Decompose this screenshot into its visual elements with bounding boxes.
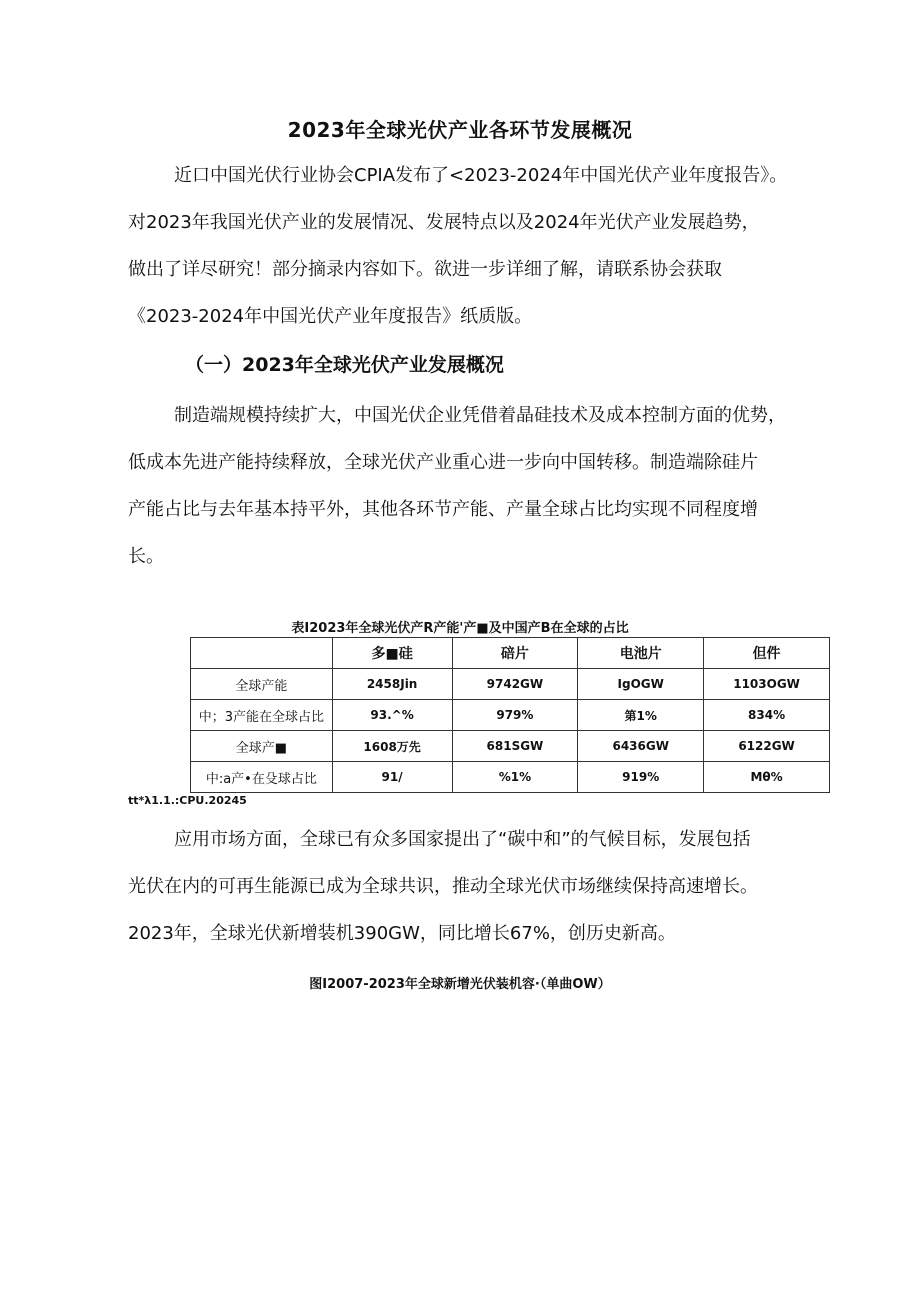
table-header-cell: 多■硅 <box>332 638 452 669</box>
table-cell: 834% <box>704 700 830 731</box>
body1-line-4: 长。 <box>128 546 164 567</box>
table-caption: 表I2023年全球光伏产R产能'产■及中国产B在全球的占比 <box>291 621 629 636</box>
table-header-row <box>191 638 830 669</box>
intro-line-3: 做出了详尽研究！部分摘录内容如下。欲进一步详细了解，请联系协会获取 <box>128 259 722 280</box>
table-cell: 1103OGW <box>704 669 830 700</box>
section-heading: （一）2023年全球光伏产业发展概况 <box>185 354 504 376</box>
table-row-label: 全球产■ <box>191 731 333 762</box>
intro-line-4: 《2023-2024年中国光伏产业年度报告》纸质版。 <box>128 306 533 327</box>
intro-line-1 <box>128 152 828 199</box>
intro-paragraph <box>128 152 828 340</box>
table-row <box>191 762 830 793</box>
table-row-label: 全球产能 <box>191 669 333 700</box>
table-cell: 979% <box>452 700 578 731</box>
table-cell: 93.^% <box>332 700 452 731</box>
table-source-note: tt*λ1.1.:CPU.20245 <box>128 794 247 807</box>
table-cell: 1608万先 <box>332 731 452 762</box>
table-cell: IgOGW <box>578 669 704 700</box>
table-header-cell: 电池片 <box>578 638 704 669</box>
body1-line-1 <box>128 392 828 439</box>
intro-line-1-text: 近口中国光伏行业协会CPIA发布了<2023-2024年中国光伏产业年度报告》。 <box>174 165 788 186</box>
body-paragraph-2 <box>128 816 828 957</box>
table-header-cell <box>191 638 333 669</box>
body-paragraph-1 <box>128 392 828 580</box>
body1-line-1-text: 制造端规模持续扩大，中国光伏企业凭借着晶硅技术及成本控制方面的优势， <box>174 405 786 426</box>
body2-line-3: 2023年，全球光伏新增装机390GW，同比增长67%，创历史新高。 <box>128 923 676 944</box>
table-cell: 6122GW <box>704 731 830 762</box>
body2-line-1 <box>128 816 828 863</box>
figure-caption: 图I2007-2023年全球新增光伏装机容·（单曲OW） <box>309 977 611 992</box>
body2-line-2: 光伏在内的可再生能源已成为全球共识，推动全球光伏市场继续保持高速增长。 <box>128 876 758 897</box>
intro-line-2: 对2023年我国光伏产业的发展情况、发展特点以及2024年光伏产业发展趋势， <box>128 212 760 233</box>
table-cell: 6436GW <box>578 731 704 762</box>
table-cell: 9742GW <box>452 669 578 700</box>
table-header-cell: 但件 <box>704 638 830 669</box>
table-cell: 2458Jin <box>332 669 452 700</box>
table-row <box>191 731 830 762</box>
table-row <box>191 700 830 731</box>
table-row-label: 中:a产•在殳球占比 <box>191 762 333 793</box>
table-cell: 919% <box>578 762 704 793</box>
table-cell: 681SGW <box>452 731 578 762</box>
table-row <box>191 669 830 700</box>
table-cell: 91/ <box>332 762 452 793</box>
table-row-label: 中；3产能在全球占比 <box>191 700 333 731</box>
table-header-cell: 碚片 <box>452 638 578 669</box>
body1-line-3: 产能占比与去年基本持平外，其他各环节产能、产量全球占比均实现不同程度增 <box>128 499 758 520</box>
table-cell: 第1% <box>578 700 704 731</box>
document-title: 2023年全球光伏产业各环节发展概况 <box>287 118 633 142</box>
capacity-table <box>190 637 830 793</box>
body2-line-1-text: 应用市场方面，全球已有众多国家提出了“碳中和”的气候目标，发展包括 <box>174 829 751 850</box>
table-cell: Mθ% <box>704 762 830 793</box>
body1-line-2: 低成本先进产能持续释放，全球光伏产业重心进一步向中国转移。制造端除硅片 <box>128 452 758 473</box>
table-cell: %1% <box>452 762 578 793</box>
